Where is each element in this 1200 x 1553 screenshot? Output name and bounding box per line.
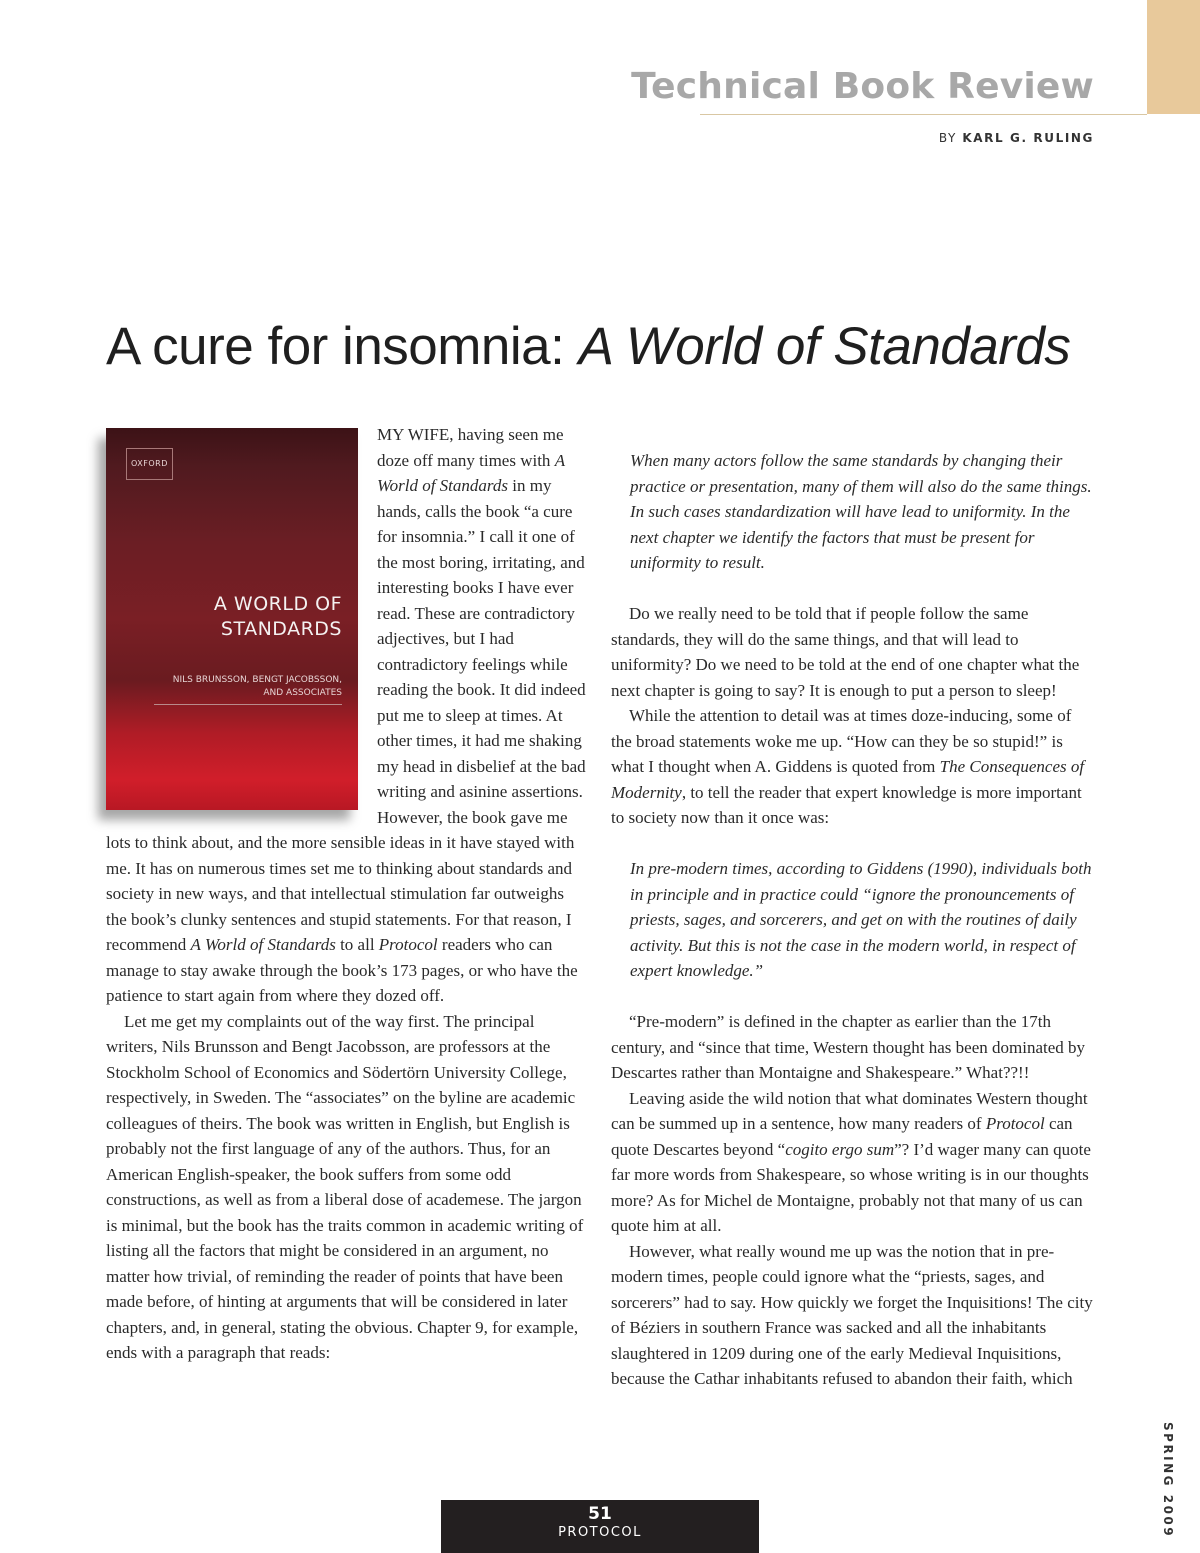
body-paragraph xyxy=(611,1086,1095,1239)
headline-plain: A cure for insomnia: xyxy=(106,317,579,376)
magazine-name: PROTOCOL xyxy=(558,1525,642,1540)
section-divider xyxy=(700,114,1147,115)
book-title-italic: The Consequences of Modernity xyxy=(611,757,1085,802)
body-paragraph xyxy=(611,703,1095,831)
spacer xyxy=(611,831,1095,857)
book-cover-title-line: A WORLD OF xyxy=(213,593,342,615)
book-cover-author-line: AND ASSOCIATES xyxy=(263,688,342,698)
page-footer xyxy=(441,1500,759,1553)
spacer xyxy=(611,576,1095,602)
issue-date-label: SPRING 2009 xyxy=(1161,1422,1175,1539)
block-quote: When many actors follow the same standards by changing their practice or presentation, many of them will also do the same things. In such cases standardization will have lead to uniformity. In the next chapter we identify the factors that must be present for uniformity to result. xyxy=(630,451,1092,572)
section-tab-accent xyxy=(1147,0,1200,114)
body-paragraph: Do we really need to be told that if people follow the same standards, they will do the same things, and that will lead to uniformity? Do we need to be told at the end of one chapter what the next chapter is going to say? It is enough to put a person to sleep! xyxy=(611,604,1080,700)
right-column xyxy=(611,448,1095,1392)
book-publisher-logo: OXFORD xyxy=(126,448,173,480)
text-run: MY WIFE, having seen me doze off many times with xyxy=(377,425,564,470)
page-number: 51 xyxy=(588,1504,612,1524)
book-cover-image xyxy=(106,428,358,810)
text-run: readers who can manage to stay awake through the book’s 173 pages, or who have the patience to start again from where they dozed off. xyxy=(106,935,578,1005)
left-column xyxy=(106,422,588,1366)
text-run: to all xyxy=(335,935,379,954)
book-title-italic: A World of Standards xyxy=(190,935,336,954)
book-title-italic: A World of Standards xyxy=(377,450,565,495)
book-cover-authors xyxy=(106,674,342,700)
book-cover-title xyxy=(112,592,342,642)
text-run: While the attention to detail was at times doze-inducing, some of the broad statements woke me up. “How can they be so stupid!” is what I thought when A. Giddens is quoted from xyxy=(611,706,1072,776)
byline xyxy=(939,131,1094,145)
byline-author: KARL G. RULING xyxy=(962,131,1094,145)
text-run: ”? I’d wager many can quote far more words from Shakespeare, so whose writing is in our thoughts more? As for Michel de Montaigne, probably not that many of us can quote him at all. xyxy=(611,1139,1091,1235)
block-quote: In pre-modern times, according to Giddens (1990), individuals both in principle and in practice could “ignore the pronouncements of priests, sages, and sorcerers, and get on with the routines of daily activity. But this is not the case in the modern world, in respect of expert knowledge.” xyxy=(630,859,1092,980)
byline-prefix: BY xyxy=(938,131,963,145)
text-run: can quote Descartes beyond “ xyxy=(611,1114,1073,1159)
book-cover-title-line: STANDARDS xyxy=(220,618,342,640)
book-cover-rule xyxy=(154,704,342,705)
text-run: , to tell the reader that expert knowledge is more important to society now than it once was: xyxy=(611,782,1082,827)
body-paragraph: Let me get my complaints out of the way first. The principal writers, Nils Brunsson and Bengt Jacobsson, are professors at the Stockholm School of Economics and Södertörn University College, respectively, in Sweden. The “associates” on the byline are academic colleagues of theirs. The book was written in English, but English is probably not the first language of any of the authors. Thus, for an American English-speaker, the book suffers from some odd constructions, as well as from a liberal dose of academese. The jargon is minimal, but the book has the traits common in academic writing of listing all the factors that might be considered in an argument, no matter how trivial, of reminding the reader of points that have been made before, of hinting at arguments that will be considered in later chapters, and, in general, stating the obvious. Chapter 9, for example, ends with a paragraph that reads: xyxy=(106,1011,584,1362)
book-cover-author-line: NILS BRUNSSON, BENGT JACOBSSON, xyxy=(172,675,342,685)
body-paragraph: “Pre-modern” is defined in the chapter as earlier than the 17th century, and “since that time, Western thought has been dominated by Descartes rather than Montaigne and Shakespeare.” What??!! xyxy=(611,1012,1086,1082)
magazine-title-italic: Protocol xyxy=(378,935,438,954)
magazine-title-italic: Protocol xyxy=(985,1114,1045,1133)
article-headline xyxy=(106,316,1070,377)
text-run: Leaving aside the wild notion that what dominates Western thought can be summed up in a sentence, how many readers of xyxy=(611,1088,1088,1133)
latin-phrase-italic: cogito ergo sum xyxy=(785,1139,895,1159)
text-run: in my hands, calls the book “a cure for insomnia.” I call it one of the most boring, irritating, and interesting books I have ever read. These are contradictory adjectives, but I had contradictory feelings while reading the book. It did indeed put me to sleep at times. At other times, it had me shaking my head in disbelief at the bad writing and asinine assertions. However, the book gave me lots to think about, and the more sensible ideas in it have stayed with me. It has on numerous times set me to thinking about standards and society in new ways, and that intellectual stimulation far outweighs the book’s clunky sentences and stupid statements. For that reason, I recommend xyxy=(106,476,586,954)
headline-italic: A World of Standards xyxy=(578,317,1071,376)
spacer xyxy=(611,984,1095,1010)
body-paragraph: However, what really wound me up was the notion that in pre-modern times, people could ignore what the “priests, sages, and sorcerers” had to say. How quickly we forget the Inquisitions! The city of Béziers in southern France was sacked and all the inhabitants slaughtered in 1209 during one of the early Medieval Inquisitions, because the Cathar inhabitants refused to abandon their faith, which xyxy=(611,1241,1093,1388)
section-title: Technical Book Review xyxy=(631,66,1094,107)
